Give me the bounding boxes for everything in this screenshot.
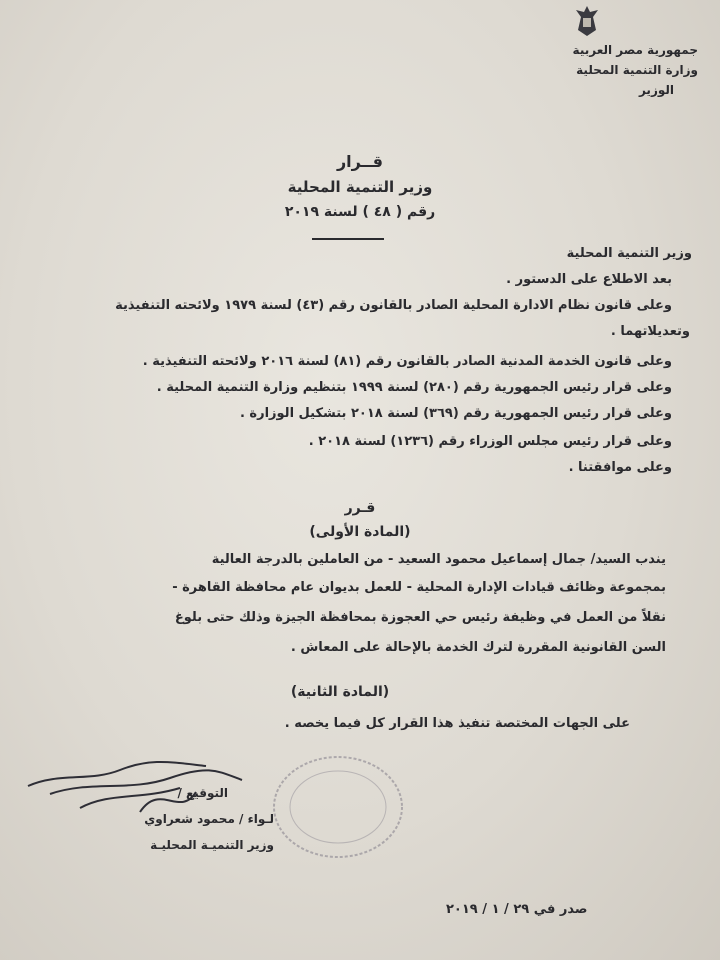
issue-date: صدر في ٢٩ / ١ / ٢٠١٩ bbox=[446, 902, 588, 917]
preamble-line: وعلى قانون الخدمة المدنية الصادر بالقانون رقم (٨١) لسنة ٢٠١٦ ولائحته التنفيذية . bbox=[142, 354, 672, 369]
preamble-line: وعلى قرار رئيس الجمهورية رقم (٢٨٠) لسنة ١٩٩٩ بتنظيم وزارة التنمية المحلية . bbox=[156, 380, 672, 395]
preamble-line: بعد الاطلاع على الدستور . bbox=[506, 272, 672, 287]
article1-line: بمجموعة وظائف قيادات الإدارة المحلية - للعمل بديوان عام محافظة القاهرة - bbox=[172, 580, 666, 595]
decree-number: رقم ( ٤٨ ) لسنة ٢٠١٩ bbox=[284, 204, 436, 220]
official-stamp bbox=[268, 752, 408, 862]
article1-heading: (المادة الأولى) bbox=[309, 524, 411, 540]
preamble-line: وعلى موافقتنا . bbox=[568, 460, 672, 475]
decided-heading: قـرر bbox=[344, 500, 376, 516]
preamble-line: وعلى قانون نظام الادارة المحلية الصادر بالقانون رقم (٤٣) لسنة ١٩٧٩ ولائحته التنفيذية bbox=[115, 298, 672, 313]
letterhead-line: وزارة التنمية المحلية bbox=[576, 63, 698, 77]
decree-title: قــرار bbox=[336, 152, 384, 171]
signature-label: التوقيع / bbox=[177, 786, 228, 800]
preamble-line: وزير التنمية المحلية bbox=[566, 246, 692, 261]
title-divider bbox=[312, 238, 384, 240]
article1-line: يندب السيد/ جمال إسماعيل محمود السعيد - من العاملين بالدرجة العالية bbox=[211, 552, 666, 567]
decree-issuer: وزير التنمية المحلية bbox=[287, 178, 433, 196]
article2-text: على الجهات المختصة تنفيذ هذا القرار كل فيما يخصه . bbox=[284, 716, 630, 731]
letterhead bbox=[573, 40, 698, 100]
article1-line: نقلاً من العمل في وظيفة رئيس حي العجوزة بمحافظة الجيزة وذلك حتى بلوغ bbox=[174, 610, 666, 625]
preamble-line: وعلى قرار رئيس مجلس الوزراء رقم (١٢٣٦) لسنة ٢٠١٨ . bbox=[308, 434, 672, 449]
preamble-line: وعلى قرار رئيس الجمهورية رقم (٣٦٩) لسنة ٢٠١٨ بتشكيل الوزارة . bbox=[239, 406, 672, 421]
preamble-line: وتعديلاتهما . bbox=[610, 324, 690, 339]
article1-line: السن القانونية المقررة لترك الخدمة بالإحالة على المعاش . bbox=[290, 640, 666, 655]
letterhead-line: الوزير bbox=[638, 83, 674, 97]
signatory-name: لـواء / محمود شعراوي bbox=[144, 812, 274, 826]
article2-heading: (المادة الثانية) bbox=[290, 684, 390, 700]
signatory-title: وزير التنميـة المحليـة bbox=[150, 838, 274, 852]
eagle-emblem-icon bbox=[572, 4, 602, 38]
letterhead-line: جمهورية مصر العربية bbox=[572, 43, 698, 57]
